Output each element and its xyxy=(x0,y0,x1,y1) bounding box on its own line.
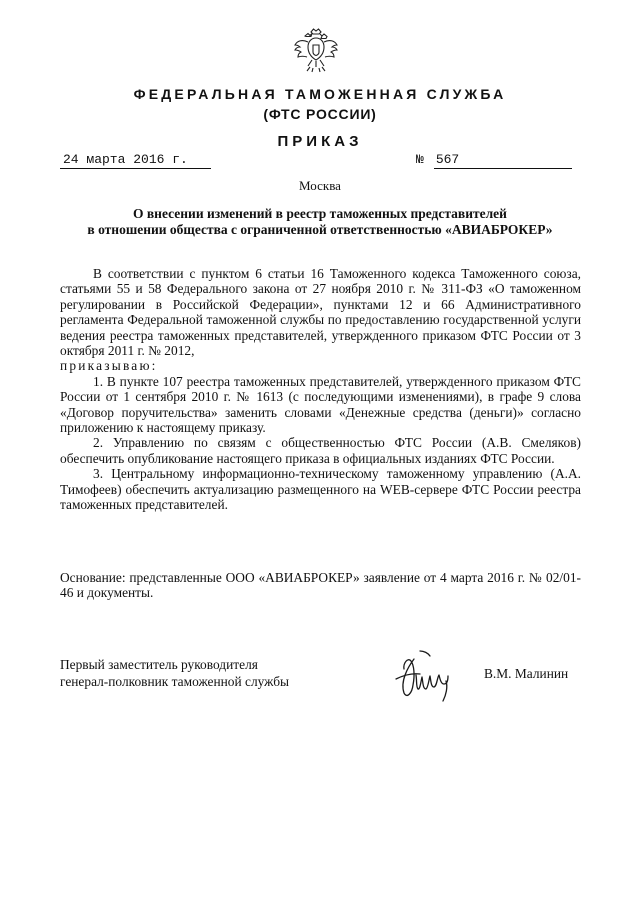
position-line-2: генерал-полковник таможенной службы xyxy=(60,674,290,689)
subject-line-1: О внесении изменений в реестр таможенных представителей xyxy=(133,206,507,221)
basis-paragraph: Основание: представленные ООО «АВИАБРОКЕР» заявление от 4 марта 2016 г. № 02/01-46 и документы. xyxy=(60,570,581,601)
city: Москва xyxy=(299,178,341,193)
position-line-1: Первый заместитель руководителя xyxy=(60,657,258,672)
russian-coat-of-arms-icon xyxy=(291,26,341,76)
subject-line-2: в отношении общества с ограниченной ответственностью «АВИАБРОКЕР» xyxy=(87,222,553,237)
order-subject xyxy=(60,206,580,238)
order-item-1: 1. В пункте 107 реестра таможенных представителей, утвержденного приказом ФТС России от 1 сентября 2010 г. № 1613 (с последующими изменениями), в графе 9 слова «Договор поручительства» заменить словами «Денежные средства (деньги)» согласно приложению к настоящему приказу. xyxy=(60,373,581,436)
signatory-position xyxy=(60,656,340,690)
document-type: ПРИКАЗ xyxy=(277,133,363,150)
order-item-3: 3. Центральному информационно-техническому таможенному управлению (А.А. Тимофеев) обеспечить актуализацию размещенного на WEB-сервере ФТС России реестра таможенных представителей. xyxy=(60,466,581,513)
order-item-2: 2. Управлению по связям с общественностью ФТС России (А.В. Смеляков) обеспечить опубликование настоящего приказа в официальных изданиях ФТС России. xyxy=(60,435,581,466)
order-number-field xyxy=(416,151,572,169)
number-label: № xyxy=(416,152,424,167)
order-word: приказываю: xyxy=(60,358,158,374)
handwritten-signature xyxy=(390,645,468,705)
organization-short-name: (ФТС РОССИИ) xyxy=(263,106,377,122)
order-body xyxy=(60,266,581,513)
organization-name: ФЕДЕРАЛЬНАЯ ТАМОЖЕННАЯ СЛУЖБА xyxy=(133,86,507,102)
order-number: 567 xyxy=(434,151,572,169)
preamble-paragraph: В соответствии с пунктом 6 статьи 16 Таможенного кодекса Таможенного союза, статьями 55 и 58 Федерального закона от 27 ноября 2010 г. № 311-ФЗ «О таможенном регулировании в Российской Федерации», пунктами 12 и 66 Административного регламента Федеральной таможенной службы по предоставлению государственной услуги ведения реестра таможенных представителей, утвержденного приказом ФТС России от 3 октября 2011 г. № 2012, xyxy=(60,266,581,359)
signatory-name: В.М. Малинин xyxy=(484,666,569,681)
order-date: 24 марта 2016 г. xyxy=(60,151,211,169)
